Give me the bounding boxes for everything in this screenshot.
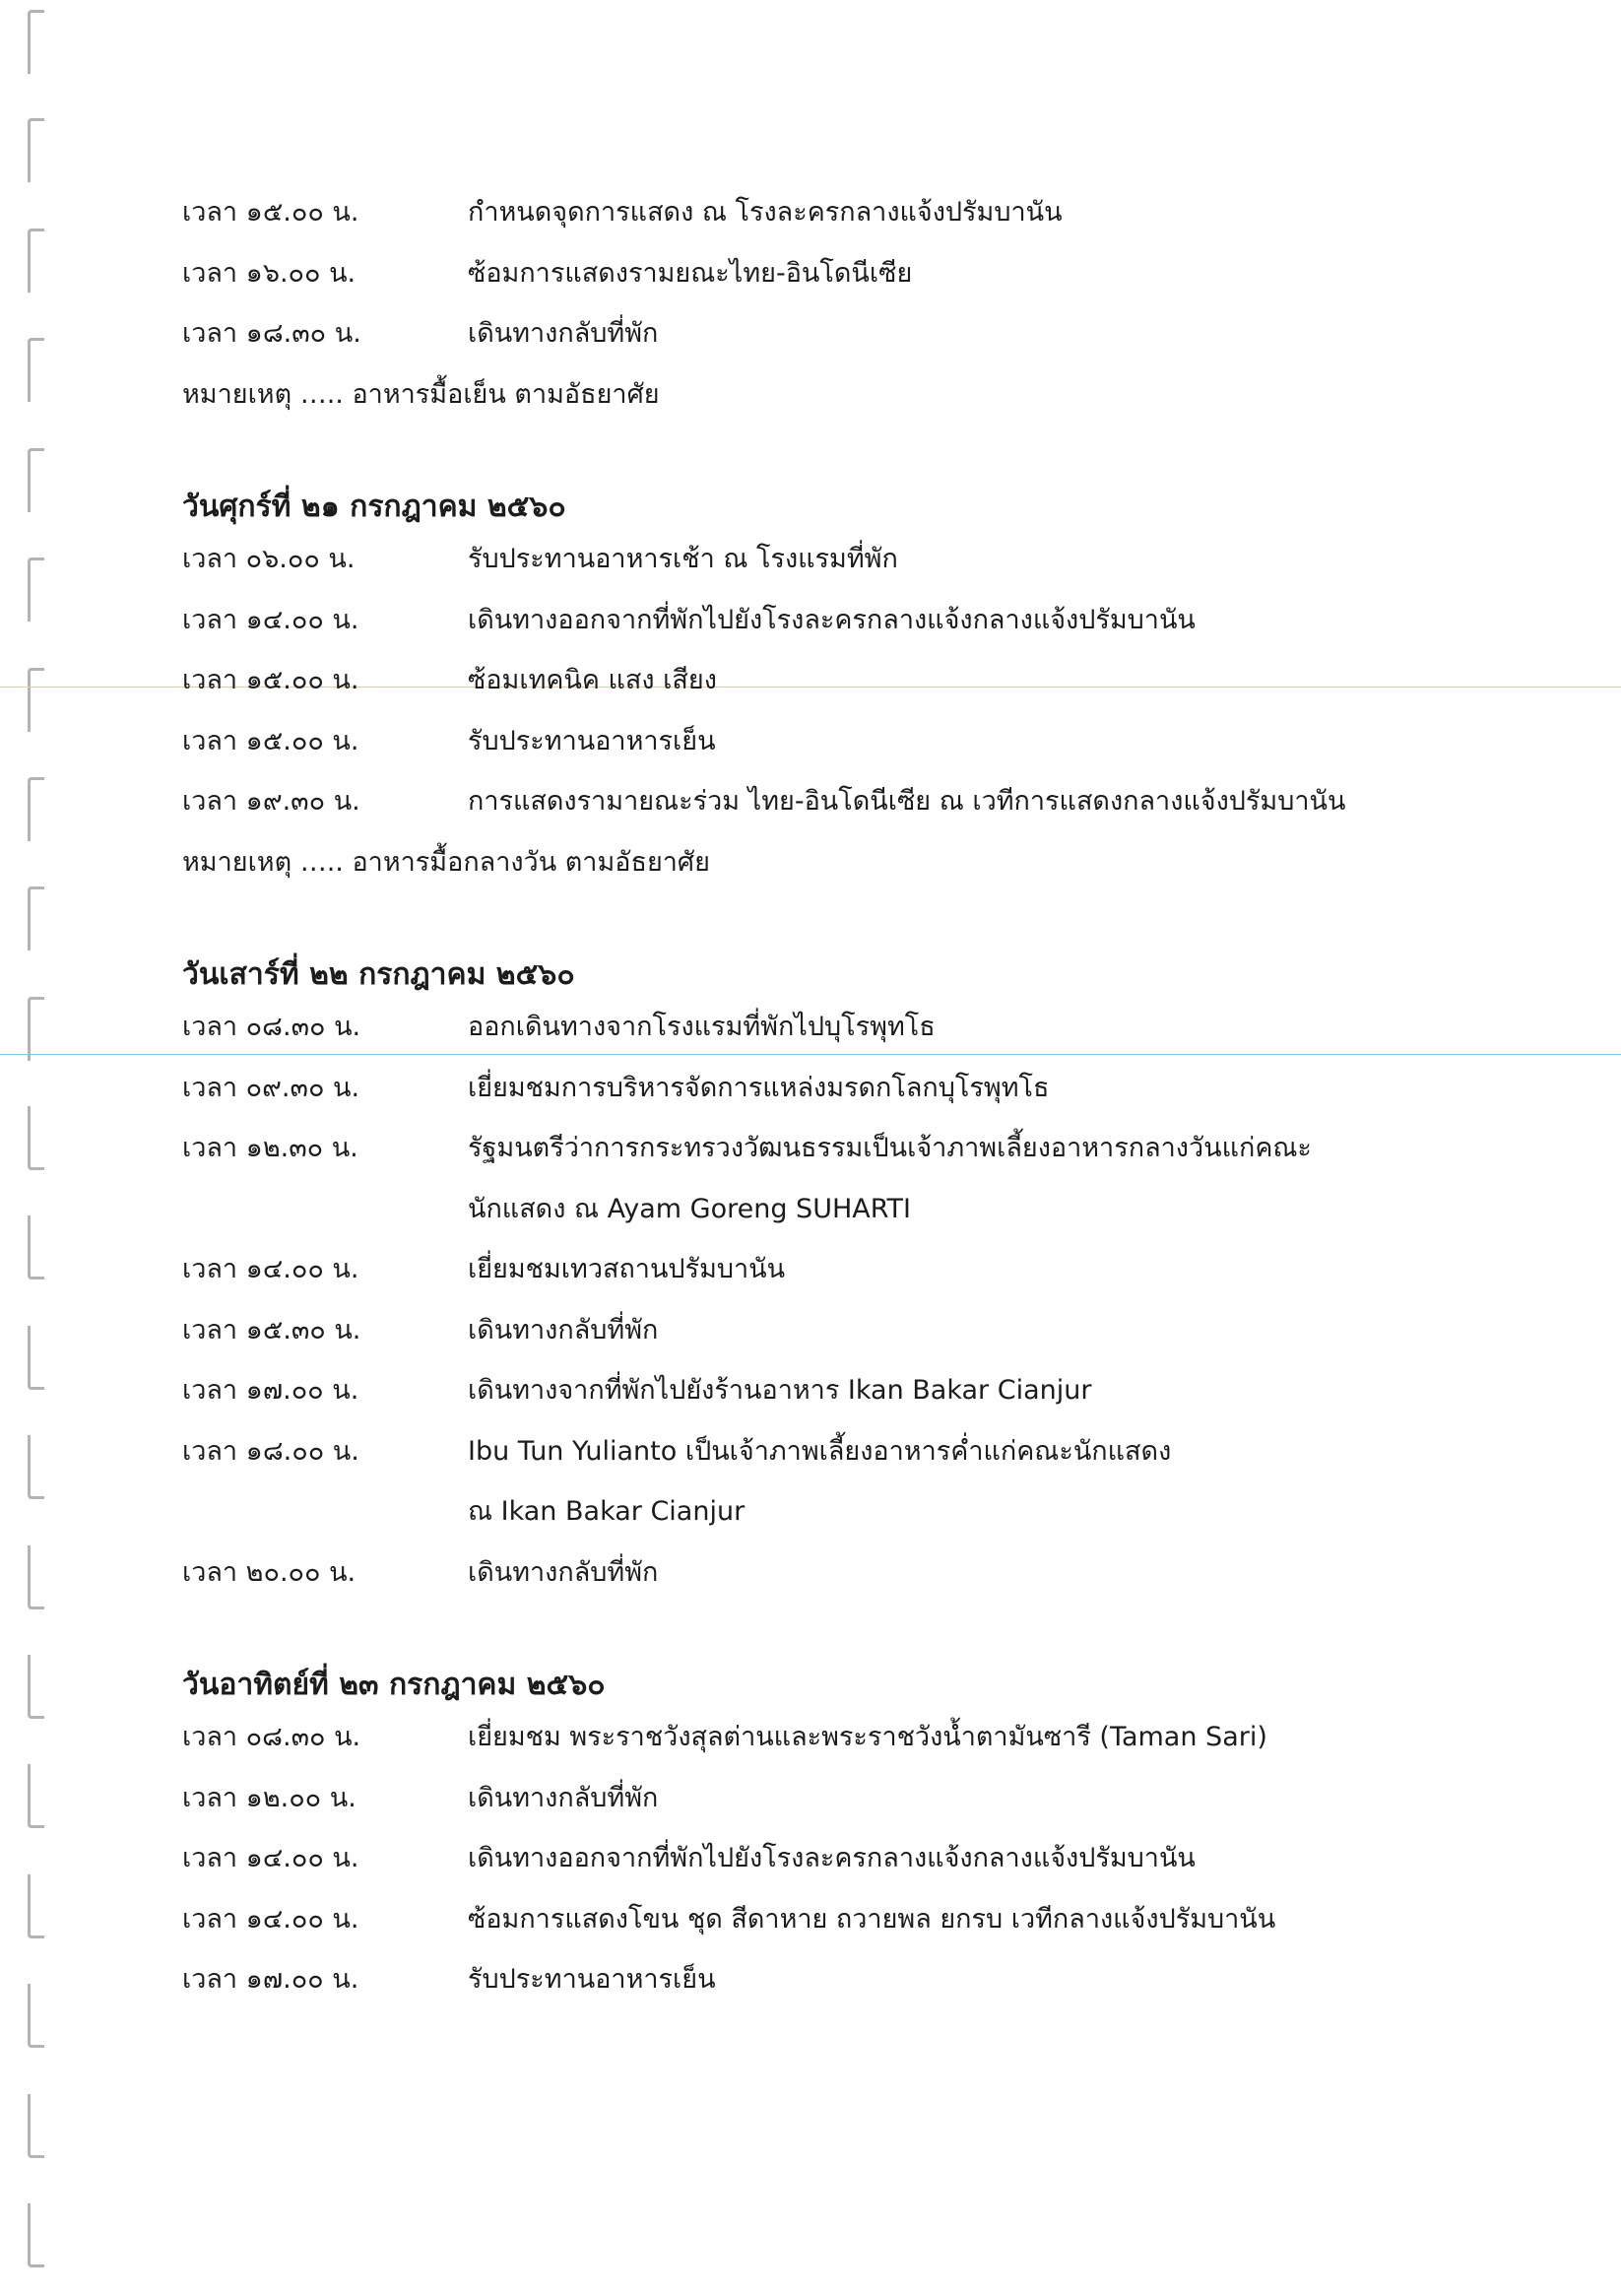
- day-section: [182, 182, 1462, 425]
- binding-ring: [28, 997, 44, 1061]
- binding-ring: [28, 1874, 44, 1938]
- schedule-row: [182, 1239, 1462, 1300]
- binding-ring: [28, 229, 44, 293]
- day-heading: วันศุกร์ที่ ๒๑ กรกฎาคม ๒๕๖๐: [182, 490, 566, 524]
- indent-spacer: [182, 1481, 468, 1542]
- schedule-activity: เดินทางออกจากที่พักไปยังโรงละครกลางแจ้งกลางแจ้งปรัมบานัน: [468, 604, 1196, 635]
- schedule-activity: ซ้อมการแสดงโขน ชุด สีดาหาย ถวายพล ยกรบ เวทีกลางแจ้งปรัมบานัน: [468, 1903, 1276, 1935]
- schedule-time: เวลา ๑๗.๐๐ น.: [182, 1375, 359, 1406]
- schedule-activity: เดินทางกลับที่พัก: [468, 318, 659, 349]
- schedule-row: [182, 1768, 1462, 1829]
- schedule-time: เวลา ๑๔.๐๐ น.: [182, 1903, 359, 1935]
- schedule-row: [182, 1360, 1462, 1421]
- schedule-activity: ซ้อมการแสดงรามยณะไทย-อินโดนีเซีย: [468, 257, 913, 289]
- schedule-activity: รับประทานอาหารเช้า ณ โรงแรมที่พัก: [468, 544, 898, 574]
- schedule-activity: เดินทางจากที่พักไปยังร้านอาหาร Ikan Bakar Cianjur: [468, 1375, 1092, 1406]
- schedule-row: [182, 1889, 1462, 1950]
- binding-ring: [28, 1655, 44, 1719]
- schedule-row: [182, 650, 1462, 711]
- schedule-row: [182, 1707, 1462, 1768]
- schedule-time: เวลา ๑๔.๐๐ น.: [182, 604, 359, 635]
- schedule-activity: ซ้อมเทคนิค แสง เสียง: [468, 665, 717, 695]
- schedule-row: [182, 1118, 1462, 1179]
- schedule-note: หมายเหตุ ….. อาหารมื้อเย็น ตามอัธยาศัย: [182, 378, 660, 410]
- schedule-activity: ออกเดินทางจากโรงแรมที่พักไปบุโรพุทโธ: [468, 1012, 936, 1042]
- binding-ring: [28, 448, 44, 512]
- schedule-activity: รับประทานอาหารเย็น: [468, 1964, 716, 1995]
- schedule-time: เวลา ๑๘.๓๐ น.: [182, 318, 361, 349]
- schedule-activity: การแสดงรามายณะร่วม ไทย-อินโดนีเซีย ณ เวทีการแสดงกลางแจ้งปรัมบานัน: [468, 786, 1346, 817]
- schedule-time: เวลา ๐๘.๓๐ น.: [182, 1012, 361, 1042]
- binding-ring: [28, 1106, 44, 1170]
- ring-binding-marks: [22, 0, 61, 2296]
- binding-ring: [28, 1215, 44, 1279]
- schedule-time: เวลา ๑๗.๐๐ น.: [182, 1964, 359, 1995]
- schedule-row: [182, 1542, 1462, 1604]
- schedule-activity: เยี่ยมชม พระราชวังสุลต่านและพระราชวังน้ำตามันซารี (Taman Sari): [468, 1722, 1267, 1752]
- schedule-activity-continuation: [182, 1481, 1462, 1542]
- schedule-activity: เดินทางกลับที่พัก: [468, 1556, 659, 1588]
- day-heading: วันเสาร์ที่ ๒๒ กรกฎาคม ๒๕๖๐: [182, 957, 575, 992]
- binding-ring: [28, 1435, 44, 1499]
- schedule-time: เวลา ๑๕.๐๐ น.: [182, 197, 359, 228]
- schedule-row: [182, 1058, 1462, 1119]
- schedule-activity: กำหนดจุดการแสดง ณ โรงละครกลางแจ้งปรัมบานัน: [468, 197, 1063, 228]
- schedule-activity: เดินทางออกจากที่พักไปยังโรงละครกลางแจ้งกลางแจ้งปรัมบานัน: [468, 1843, 1196, 1873]
- day-heading: วันอาทิตย์ที่ ๒๓ กรกฎาคม ๒๕๖๐: [182, 1668, 606, 1702]
- schedule-time: เวลา ๑๒.๐๐ น.: [182, 1782, 357, 1813]
- schedule-time: เวลา ๑๕.๓๐ น.: [182, 1314, 361, 1345]
- schedule-time: เวลา ๑๔.๐๐ น.: [182, 1254, 359, 1284]
- schedule-activity: เยี่ยมชมการบริหารจัดการแหล่งมรดกโลกบุโรพุทโธ: [468, 1072, 1050, 1103]
- binding-ring: [28, 886, 44, 951]
- schedule-note: หมายเหตุ ….. อาหารมื้อกลางวัน ตามอัธยาศัย: [182, 846, 710, 878]
- schedule-row: [182, 1828, 1462, 1889]
- schedule-time: เวลา ๑๕.๐๐ น.: [182, 725, 359, 756]
- schedule-activity: เดินทางกลับที่พัก: [468, 1782, 659, 1813]
- schedule-time: เวลา ๑๕.๐๐ น.: [182, 665, 359, 695]
- day-section: [182, 953, 1462, 1603]
- schedule-time: เวลา ๐๙.๓๐ น.: [182, 1072, 360, 1103]
- binding-ring: [28, 10, 44, 74]
- binding-ring: [28, 777, 44, 841]
- schedule-time: เวลา ๑๒.๓๐ น.: [182, 1133, 358, 1163]
- schedule-row: [182, 1300, 1462, 1361]
- schedule-row: [182, 1421, 1462, 1482]
- binding-ring: [28, 1984, 44, 2048]
- schedule-row: [182, 711, 1462, 772]
- schedule-row: [182, 243, 1462, 304]
- schedule-activity: รับประทานอาหารเย็น: [468, 725, 716, 756]
- continuation-text: ณ Ikan Bakar Cianjur: [468, 1496, 746, 1527]
- schedule-time: เวลา ๑๖.๐๐ น.: [182, 257, 357, 289]
- schedule-time: เวลา ๒๐.๐๐ น.: [182, 1556, 357, 1588]
- schedule-activity-continuation: [182, 1179, 1462, 1240]
- day-section: [182, 486, 1462, 892]
- schedule-row: [182, 590, 1462, 651]
- binding-ring: [28, 1326, 44, 1390]
- day-section: [182, 1664, 1462, 2010]
- binding-ring: [28, 338, 44, 402]
- schedule-time: เวลา ๐๖.๐๐ น.: [182, 544, 356, 574]
- schedule-document: [182, 182, 1462, 2010]
- binding-ring: [28, 2203, 44, 2267]
- schedule-time: เวลา ๑๙.๓๐ น.: [182, 786, 360, 817]
- schedule-activity: Ibu Tun Yulianto เป็นเจ้าภาพเลี้ยงอาหารค่ำแก่คณะนักแสดง: [468, 1435, 1172, 1467]
- schedule-time: เวลา ๐๘.๓๐ น.: [182, 1722, 361, 1752]
- schedule-activity: เยี่ยมชมเทวสถานปรัมบานัน: [468, 1254, 786, 1284]
- schedule-row: [182, 771, 1462, 832]
- schedule-row: [182, 303, 1462, 364]
- schedule-row: [182, 529, 1462, 590]
- binding-ring: [28, 118, 44, 182]
- schedule-activity: เดินทางกลับที่พัก: [468, 1314, 659, 1345]
- schedule-row: [182, 1949, 1462, 2010]
- binding-ring: [28, 1545, 44, 1609]
- schedule-time: เวลา ๑๔.๐๐ น.: [182, 1843, 359, 1873]
- continuation-text: นักแสดง ณ Ayam Goreng SUHARTI: [468, 1193, 911, 1224]
- binding-ring: [28, 2094, 44, 2158]
- schedule-activity: รัฐมนตรีว่าการกระทรวงวัฒนธรรมเป็นเจ้าภาพเลี้ยงอาหารกลางวันแก่คณะ: [468, 1133, 1312, 1163]
- schedule-row: [182, 182, 1462, 243]
- binding-ring: [28, 1764, 44, 1828]
- binding-ring: [28, 668, 44, 732]
- schedule-time: เวลา ๑๘.๐๐ น.: [182, 1435, 359, 1467]
- binding-ring: [28, 558, 44, 622]
- indent-spacer: [182, 1179, 468, 1240]
- schedule-row: [182, 997, 1462, 1058]
